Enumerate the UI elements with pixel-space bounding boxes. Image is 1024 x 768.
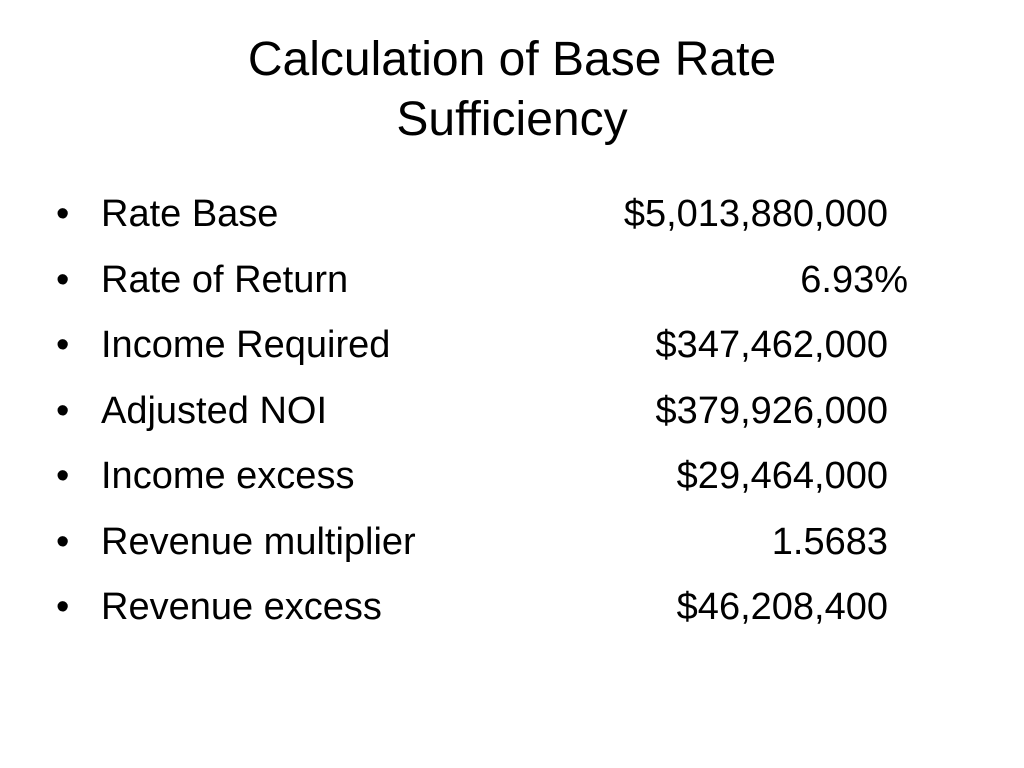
bullet-label: Revenue excess <box>101 586 382 628</box>
bullet-label: Adjusted NOI <box>101 389 327 432</box>
bullet-item-revenue-excess <box>56 581 936 647</box>
bullet-label: Revenue multiplier <box>101 520 416 563</box>
slide-title-line-2: Sufficiency <box>396 93 628 146</box>
bullet-icon: • <box>56 324 70 366</box>
bullet-value: $379,926,000 <box>655 389 888 432</box>
bullet-icon: • <box>56 389 70 432</box>
bullet-label: Rate Base <box>101 193 279 235</box>
bullet-list <box>56 188 936 647</box>
bullet-value: $46,208,400 <box>676 586 888 628</box>
bullet-value: $347,462,000 <box>655 324 888 366</box>
bullet-value: 6.93% <box>800 258 908 301</box>
bullet-icon: • <box>56 586 70 628</box>
bullet-item-revenue-multiplier <box>56 516 936 582</box>
bullet-icon: • <box>56 193 70 235</box>
bullet-icon: • <box>56 520 70 563</box>
slide-title-line-1: Calculation of Base Rate <box>247 33 777 86</box>
bullet-value: $29,464,000 <box>676 455 888 497</box>
bullet-value: $5,013,880,000 <box>623 193 888 235</box>
bullet-item-rate-base <box>56 188 936 254</box>
bullet-label: Income Required <box>101 324 391 366</box>
bullet-icon: • <box>56 455 70 497</box>
bullet-item-adjusted-noi <box>56 385 936 451</box>
bullet-label: Rate of Return <box>101 258 349 301</box>
bullet-label: Income excess <box>101 455 355 497</box>
slide-title <box>100 30 924 150</box>
bullet-value: 1.5683 <box>771 520 888 563</box>
bullet-item-rate-of-return <box>56 254 936 320</box>
bullet-item-income-excess <box>56 450 936 516</box>
bullet-item-income-required <box>56 319 936 385</box>
bullet-icon: • <box>56 258 70 301</box>
